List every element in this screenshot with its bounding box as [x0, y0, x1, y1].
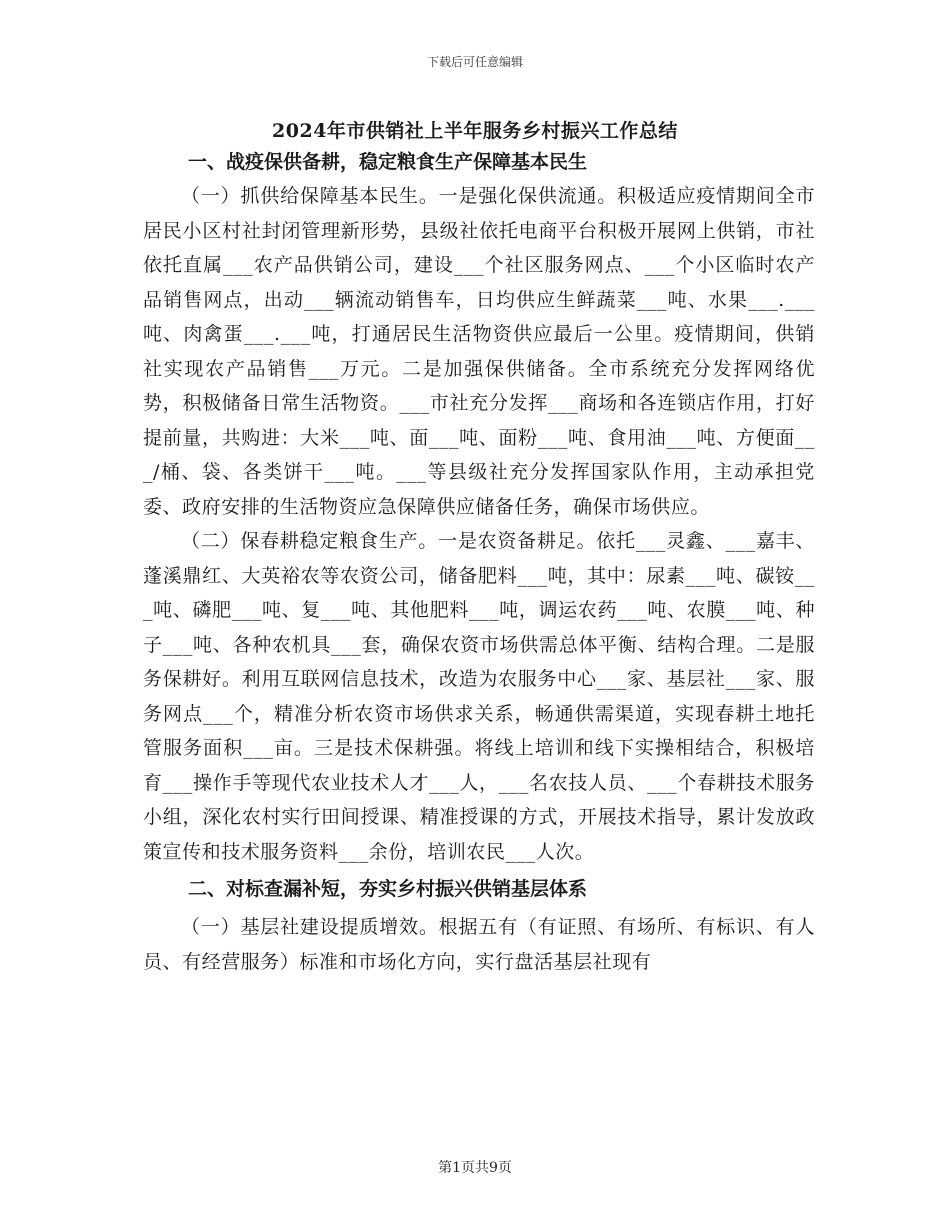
document-title: 2024年市供销社上半年服务乡村振兴工作总结	[272, 120, 678, 142]
header-note: 下载后可任意编辑	[426, 55, 523, 69]
paragraph: （一）基层社建设提质增效。根据五有（有证照、有场所、有标识、有人员、有经营服务）标准和市场化方向，实行盘活基层社现有	[143, 916, 815, 973]
section-heading: 二、对标查漏补短，夯实乡村振兴供销基层体系	[188, 878, 588, 900]
paragraph: （一）抓供给保障基本民生。一是强化保供流通。积极适应疫情期间全市居民小区村社封闭管理新形势，县级社依托电商平台积极开展网上供销，市社依托直属___农产品供销公司，建设___个社区服务网点、___个小区临时农产品销售网点，出动___辆流动销售车，日均供应生鲜蔬菜___吨、水果___.___吨、肉禽蛋___.___吨，打通居民生活物资供应最后一公里。疫情期间，供销社实现农产品销售___万元。二是加强保供储备。全市系统充分发挥网络优势，积极储备日常生活物资。___市社充分发挥___商场和各连锁店作用，打好提前量，共购进：大米___吨、面___吨、面粉___吨、食用油___吨、方便面___/桶、袋、各类饼干___吨。___等县级社充分发挥国家队作用，主动承担党委、政府安排的生活物资应急保障供应储备任务，确保市场供应。	[143, 185, 815, 518]
document-body	[143, 146, 815, 979]
page-indicator: 第1页共9页	[438, 1160, 512, 1176]
paragraph: （二）保春耕稳定粮食生产。一是农资备耕足。依托___灵鑫、___嘉丰、蓬溪鼎红、大英裕农等农资公司，储备肥料___吨，其中：尿素___吨、碳铵___吨、磷肥___吨、复___吨、其他肥料___吨，调运农药___吨、农膜___吨、种子___吨、各种农机具___套，确保农资市场供需总体平衡、结构合理。二是服务保耕好。利用互联网信息技术，改造为农服务中心___家、基层社___家、服务网点___个，精准分析农资市场供求关系，畅通供需渠道，实现春耕土地托管服务面积___亩。三是技术保耕强。将线上培训和线下实操相结合，积极培育___操作手等现代农业技术人才___人，___名农技人员、___个春耕技术服务小组，深化农村实行田间授课、精准授课的方式，开展技术指导，累计发放政策宣传和技术服务资料___余份，培训农民___人次。	[143, 530, 815, 863]
section-heading: 一、战疫保供备耕，稳定粮食生产保障基本民生	[188, 151, 588, 173]
